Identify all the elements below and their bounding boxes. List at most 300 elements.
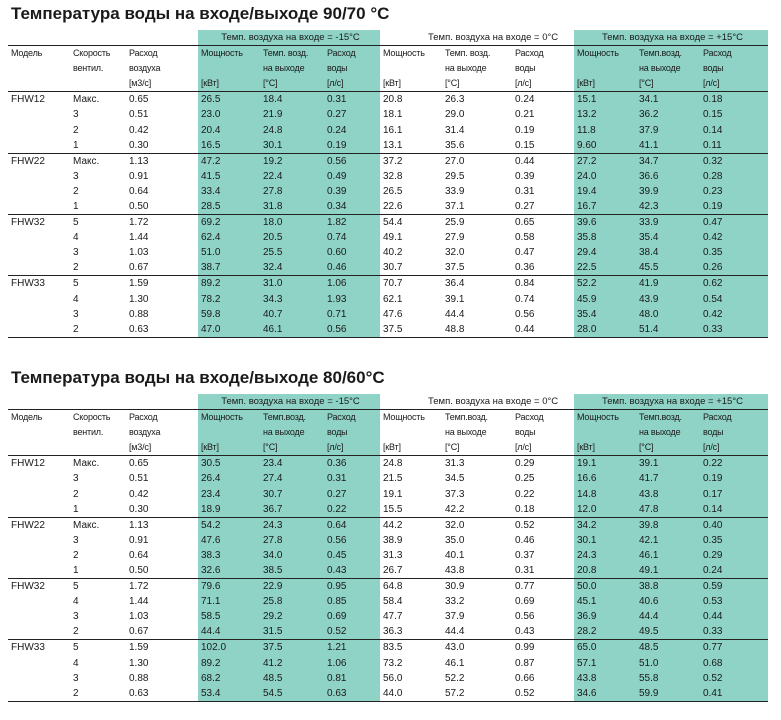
value-cell: 37.2	[380, 153, 442, 169]
value-cell: 44.2	[380, 517, 442, 533]
column-header-cell: на выходе	[445, 63, 487, 74]
value-cell: 32.8	[383, 170, 403, 182]
table-row	[8, 230, 768, 245]
table-row	[8, 260, 768, 276]
value-cell: 0.69	[515, 596, 535, 608]
value-cell: 0.51	[129, 473, 149, 485]
value-cell: 0.26	[700, 260, 768, 276]
value-cell: 0.99	[512, 640, 574, 656]
model-cell	[8, 245, 70, 260]
value-cell: 43.8	[574, 671, 636, 686]
value-cell: 51.0	[636, 656, 700, 671]
value-cell: 0.50	[129, 200, 149, 212]
column-header-cell: [л/с]	[512, 76, 574, 92]
value-cell: 0.59	[700, 579, 768, 595]
value-cell: 1	[73, 200, 79, 212]
value-cell: 0.11	[700, 138, 768, 154]
column-header-cell	[70, 440, 126, 456]
value-cell: 20.4	[198, 122, 260, 137]
column-header-cell: воды	[515, 63, 536, 74]
column-header-cell: воды	[324, 425, 380, 440]
table-section-80-60	[8, 368, 768, 702]
table-row	[8, 456, 768, 472]
value-cell: 3	[73, 473, 79, 485]
value-cell: 29.2	[260, 609, 324, 624]
value-cell: 27.9	[445, 232, 465, 244]
value-cell: 0.40	[700, 517, 768, 533]
table-row	[8, 656, 768, 671]
model-cell	[8, 122, 70, 137]
value-cell: 29.4	[574, 245, 636, 260]
value-cell: 89.2	[198, 276, 260, 292]
column-header-cell	[380, 425, 442, 440]
value-cell: 59.9	[636, 686, 700, 702]
value-cell: 46.1	[636, 548, 700, 563]
table-row	[8, 153, 768, 169]
value-cell: 3	[73, 534, 79, 546]
value-cell: 0.65	[129, 458, 149, 470]
value-cell: 0.67	[129, 262, 149, 274]
value-cell: 0.31	[515, 185, 535, 197]
value-cell: 70.7	[380, 276, 442, 292]
column-header-cell: [кВт]	[198, 76, 260, 92]
value-cell: 0.29	[515, 458, 535, 470]
value-cell: 102.0	[198, 640, 260, 656]
value-cell: 48.5	[636, 640, 700, 656]
column-header-cell: [л/с]	[700, 76, 768, 92]
value-cell: 0.52	[512, 517, 574, 533]
value-cell: 26.5	[198, 92, 260, 108]
value-cell: 33.4	[198, 184, 260, 199]
value-cell: 1.21	[324, 640, 380, 656]
table-row	[8, 292, 768, 307]
value-cell: 46.1	[445, 657, 465, 669]
value-cell: 2	[73, 262, 79, 274]
value-cell: 0.88	[129, 308, 149, 320]
column-header-cell: Мощность	[198, 46, 260, 62]
value-cell: 0.44	[512, 153, 574, 169]
value-cell: 26.5	[383, 185, 403, 197]
group-header-blank	[8, 30, 198, 46]
value-cell: 41.7	[636, 471, 700, 486]
column-header-row	[8, 76, 768, 92]
value-cell: 0.39	[324, 184, 380, 199]
value-cell: 25.5	[260, 245, 324, 260]
value-cell: 19.2	[260, 153, 324, 169]
value-cell: 23.4	[198, 486, 260, 501]
value-cell: 44.4	[636, 609, 700, 624]
column-header-row	[8, 440, 768, 456]
table-row	[8, 624, 768, 640]
column-header-cell: Мощность	[198, 410, 260, 426]
column-header-cell: Модель	[8, 46, 70, 62]
value-cell: 36.7	[260, 502, 324, 518]
value-cell: 3	[73, 247, 79, 259]
model-cell	[8, 307, 70, 322]
value-cell: 22.6	[383, 200, 403, 212]
value-cell: 22.5	[574, 260, 636, 276]
value-cell: 68.2	[198, 671, 260, 686]
value-cell: 44.4	[445, 308, 465, 320]
value-cell: 30.1	[574, 533, 636, 548]
value-cell: 89.2	[198, 656, 260, 671]
table-row	[8, 245, 768, 260]
column-header-cell: Расход	[324, 410, 380, 426]
value-cell: 43.9	[636, 292, 700, 307]
value-cell: 42.3	[636, 199, 700, 215]
value-cell: 39.1	[636, 456, 700, 472]
column-header-cell: вентил.	[73, 63, 104, 74]
value-cell: 3	[73, 672, 79, 684]
value-cell: 31.4	[445, 124, 465, 136]
value-cell: 30.1	[260, 138, 324, 154]
value-cell: 47.7	[383, 611, 403, 623]
value-cell: 37.1	[445, 200, 465, 212]
table-row	[8, 594, 768, 609]
value-cell: 16.1	[383, 124, 403, 136]
column-header-cell: Расход	[700, 46, 768, 62]
air-temp-group-header: Темп. воздуха на входе = -15°C	[198, 30, 380, 46]
value-cell: 31.5	[260, 624, 324, 640]
value-cell: 62.4	[198, 230, 260, 245]
performance-table	[8, 30, 768, 338]
column-header-cell: [°C]	[260, 76, 324, 92]
value-cell: 37.5	[380, 322, 442, 338]
value-cell: 0.54	[700, 292, 768, 307]
value-cell: 0.33	[700, 624, 768, 640]
value-cell: 41.1	[636, 138, 700, 154]
model-cell	[8, 260, 70, 276]
value-cell: 20.8	[383, 94, 403, 106]
value-cell: 0.42	[129, 124, 149, 136]
column-header-cell: Скорость	[70, 46, 126, 62]
value-cell: 59.8	[198, 307, 260, 322]
model-cell: FHW12	[11, 458, 45, 470]
column-header-cell: на выходе	[636, 61, 700, 76]
value-cell: 40.2	[383, 247, 403, 259]
model-cell	[8, 471, 70, 486]
model-cell: FHW22	[8, 517, 70, 533]
column-header-cell: [°C]	[442, 76, 512, 92]
value-cell: 39.9	[636, 184, 700, 199]
value-cell: 43.0	[442, 640, 512, 656]
column-header-cell: Расход	[512, 46, 574, 62]
column-header-cell: воды	[700, 425, 768, 440]
value-cell: 2	[70, 322, 126, 338]
column-header-cell: [кВт]	[198, 440, 260, 456]
model-cell: FHW12	[11, 94, 45, 106]
value-cell: Макс.	[70, 153, 126, 169]
table-section-90-70	[8, 4, 768, 338]
group-header-blank	[8, 394, 198, 410]
section-title: Температура воды на входе/выходе 80/60°C	[11, 368, 385, 387]
value-cell: 1.93	[324, 292, 380, 307]
column-header-cell: Расход	[126, 46, 198, 62]
column-header-cell: [°C]	[636, 440, 700, 456]
value-cell: 1.72	[126, 215, 198, 231]
value-cell: 37.5	[260, 640, 324, 656]
value-cell: 42.1	[636, 533, 700, 548]
value-cell: 36.9	[574, 609, 636, 624]
value-cell: 34.6	[574, 686, 636, 702]
column-header-cell	[198, 425, 260, 440]
value-cell: 54.5	[260, 686, 324, 702]
value-cell: 0.65	[512, 215, 574, 231]
value-cell: 0.60	[324, 245, 380, 260]
model-cell	[8, 486, 70, 501]
value-cell: 1.13	[126, 517, 198, 533]
value-cell: 58.4	[383, 596, 403, 608]
column-header-cell: на выходе	[260, 425, 324, 440]
value-cell: 0.56	[515, 308, 535, 320]
performance-table	[8, 394, 768, 702]
value-cell: 0.81	[324, 671, 380, 686]
table-row	[8, 517, 768, 533]
value-cell: 38.4	[636, 245, 700, 260]
value-cell: 11.8	[574, 122, 636, 137]
column-header-cell	[574, 61, 636, 76]
value-cell: 1	[73, 503, 79, 515]
value-cell: 0.35	[700, 533, 768, 548]
table-row	[8, 686, 768, 702]
value-cell: 4	[73, 596, 79, 608]
value-cell: 47.2	[198, 153, 260, 169]
value-cell: 24.3	[574, 548, 636, 563]
value-cell: 65.0	[574, 640, 636, 656]
value-cell: 2	[73, 124, 79, 136]
value-cell: 0.30	[129, 139, 149, 151]
column-header-cell: Темп.возд.	[442, 410, 512, 426]
value-cell: 51.0	[198, 245, 260, 260]
value-cell: 49.5	[636, 624, 700, 640]
value-cell: 35.4	[574, 307, 636, 322]
value-cell: 2	[73, 185, 79, 197]
value-cell: 15.1	[574, 92, 636, 108]
value-cell: 0.42	[129, 488, 149, 500]
value-cell: 55.8	[636, 671, 700, 686]
value-cell: 32.4	[260, 260, 324, 276]
value-cell: 47.6	[198, 533, 260, 548]
value-cell: 0.95	[324, 579, 380, 595]
value-cell: 32.0	[442, 517, 512, 533]
value-cell: Макс.	[73, 458, 100, 470]
value-cell: 30.7	[260, 486, 324, 501]
value-cell: 0.37	[515, 549, 535, 561]
column-header-cell: Мощность	[574, 46, 636, 62]
value-cell: 36.3	[383, 626, 403, 638]
value-cell: 0.46	[324, 260, 380, 276]
value-cell: 35.6	[445, 139, 465, 151]
value-cell: 38.8	[636, 579, 700, 595]
table-row	[8, 486, 768, 501]
value-cell: 16.6	[574, 471, 636, 486]
value-cell: 51.4	[636, 322, 700, 338]
value-cell: 47.0	[198, 322, 260, 338]
column-header-cell: Мощность	[574, 410, 636, 426]
value-cell: 39.1	[445, 293, 465, 305]
value-cell: 1.59	[126, 276, 198, 292]
value-cell: 24.3	[260, 517, 324, 533]
model-cell	[8, 533, 70, 548]
table-row	[8, 184, 768, 199]
column-header-cell: воды	[324, 61, 380, 76]
value-cell: 0.68	[700, 656, 768, 671]
column-header-cell: на выходе	[445, 427, 487, 438]
value-cell: 0.63	[126, 322, 198, 338]
value-cell: 0.71	[324, 307, 380, 322]
value-cell: 23.0	[198, 107, 260, 122]
value-cell: 0.33	[700, 322, 768, 338]
value-cell: 0.64	[129, 185, 149, 197]
value-cell: 0.41	[700, 686, 768, 702]
column-header-row	[8, 410, 768, 426]
value-cell: 18.9	[198, 502, 260, 518]
value-cell: 30.9	[442, 579, 512, 595]
value-cell: 36.2	[636, 107, 700, 122]
value-cell: 57.1	[574, 656, 636, 671]
value-cell: 38.7	[198, 260, 260, 276]
value-cell: 40.1	[445, 549, 465, 561]
value-cell: 0.27	[324, 107, 380, 122]
value-cell: 0.32	[700, 153, 768, 169]
value-cell: 19.1	[574, 456, 636, 472]
value-cell: 13.2	[574, 107, 636, 122]
column-header-cell: [м3/с]	[126, 440, 198, 456]
column-header-row	[8, 61, 768, 76]
value-cell: 52.2	[574, 276, 636, 292]
value-cell: 27.8	[260, 184, 324, 199]
value-cell: 32.6	[198, 563, 260, 579]
value-cell: 0.25	[515, 473, 535, 485]
value-cell: 37.5	[445, 262, 465, 274]
value-cell: 0.51	[129, 109, 149, 121]
column-header-cell: [°C]	[442, 440, 512, 456]
model-cell	[8, 671, 70, 686]
value-cell: 0.49	[324, 169, 380, 184]
value-cell: 0.53	[700, 594, 768, 609]
value-cell: 27.2	[574, 153, 636, 169]
model-cell	[8, 548, 70, 563]
value-cell: 0.34	[324, 199, 380, 215]
value-cell: 1.06	[324, 656, 380, 671]
value-cell: 54.4	[380, 215, 442, 231]
value-cell: 64.8	[380, 579, 442, 595]
model-cell	[8, 292, 70, 307]
value-cell: 1.06	[324, 276, 380, 292]
value-cell: 28.2	[574, 624, 636, 640]
value-cell: 48.0	[636, 307, 700, 322]
value-cell: 32.0	[445, 247, 465, 259]
column-header-cell: Расход	[700, 410, 768, 426]
value-cell: 41.5	[198, 169, 260, 184]
value-cell: 45.5	[636, 260, 700, 276]
value-cell: 34.7	[636, 153, 700, 169]
column-header-cell: Модель	[8, 410, 70, 426]
value-cell: 1.82	[324, 215, 380, 231]
section-title: Температура воды на входе/выходе 90/70 °C	[11, 4, 390, 23]
model-cell	[8, 107, 70, 122]
value-cell: 52.2	[445, 672, 465, 684]
value-cell: 58.5	[198, 609, 260, 624]
air-temp-group-header: Темп. воздуха на входе = -15°C	[198, 394, 380, 410]
column-header-cell: [кВт]	[574, 76, 636, 92]
model-cell	[8, 686, 70, 702]
value-cell: 16.5	[198, 138, 260, 154]
value-cell: 0.52	[700, 671, 768, 686]
value-cell: 79.6	[198, 579, 260, 595]
value-cell: 0.36	[515, 262, 535, 274]
value-cell: 0.19	[700, 199, 768, 215]
value-cell: 0.84	[512, 276, 574, 292]
value-cell: 0.24	[324, 122, 380, 137]
model-cell	[8, 609, 70, 624]
value-cell: 0.65	[129, 94, 149, 106]
value-cell: 27.0	[442, 153, 512, 169]
column-header-cell: Темп.возд.	[636, 410, 700, 426]
value-cell: 1.72	[126, 579, 198, 595]
value-cell: 13.1	[383, 139, 403, 151]
value-cell: 18.1	[383, 109, 403, 121]
value-cell: 38.9	[383, 534, 403, 546]
value-cell: 2	[73, 488, 79, 500]
value-cell: 0.52	[324, 624, 380, 640]
value-cell: 47.8	[636, 502, 700, 518]
value-cell: 0.31	[324, 92, 380, 108]
value-cell: 5	[70, 579, 126, 595]
value-cell: 33.2	[445, 596, 465, 608]
value-cell: 0.44	[512, 322, 574, 338]
table-row	[8, 533, 768, 548]
value-cell: 1.13	[126, 153, 198, 169]
value-cell: 0.47	[515, 247, 535, 259]
value-cell: 0.77	[700, 640, 768, 656]
column-header-cell: воды	[515, 427, 536, 438]
value-cell: 16.7	[574, 199, 636, 215]
model-cell	[8, 199, 70, 215]
column-header-cell: Темп.возд.	[260, 410, 324, 426]
value-cell: 2	[73, 626, 79, 638]
value-cell: 3	[73, 611, 79, 623]
value-cell: 31.3	[383, 549, 403, 561]
table-row	[8, 471, 768, 486]
value-cell: 0.23	[700, 184, 768, 199]
model-cell: FHW22	[8, 153, 70, 169]
value-cell: 30.5	[198, 456, 260, 472]
value-cell: 33.9	[636, 215, 700, 231]
value-cell: 0.42	[700, 230, 768, 245]
value-cell: Макс.	[73, 94, 100, 106]
value-cell: 0.28	[700, 169, 768, 184]
column-header-cell: [л/с]	[324, 440, 380, 456]
value-cell: 2	[73, 549, 79, 561]
column-header-cell: воды	[700, 61, 768, 76]
value-cell: 3	[73, 170, 79, 182]
value-cell: 0.56	[515, 611, 535, 623]
model-cell	[8, 624, 70, 640]
value-cell: 1.30	[129, 657, 149, 669]
value-cell: 35.8	[574, 230, 636, 245]
group-header-row	[8, 394, 768, 410]
column-header-cell	[198, 61, 260, 76]
value-cell: 0.19	[700, 471, 768, 486]
value-cell: 22.9	[260, 579, 324, 595]
model-cell	[8, 563, 70, 579]
value-cell: 19.1	[383, 488, 403, 500]
value-cell: 0.50	[129, 564, 149, 576]
value-cell: 0.58	[515, 232, 535, 244]
value-cell: 0.14	[700, 502, 768, 518]
value-cell: 18.0	[260, 215, 324, 231]
